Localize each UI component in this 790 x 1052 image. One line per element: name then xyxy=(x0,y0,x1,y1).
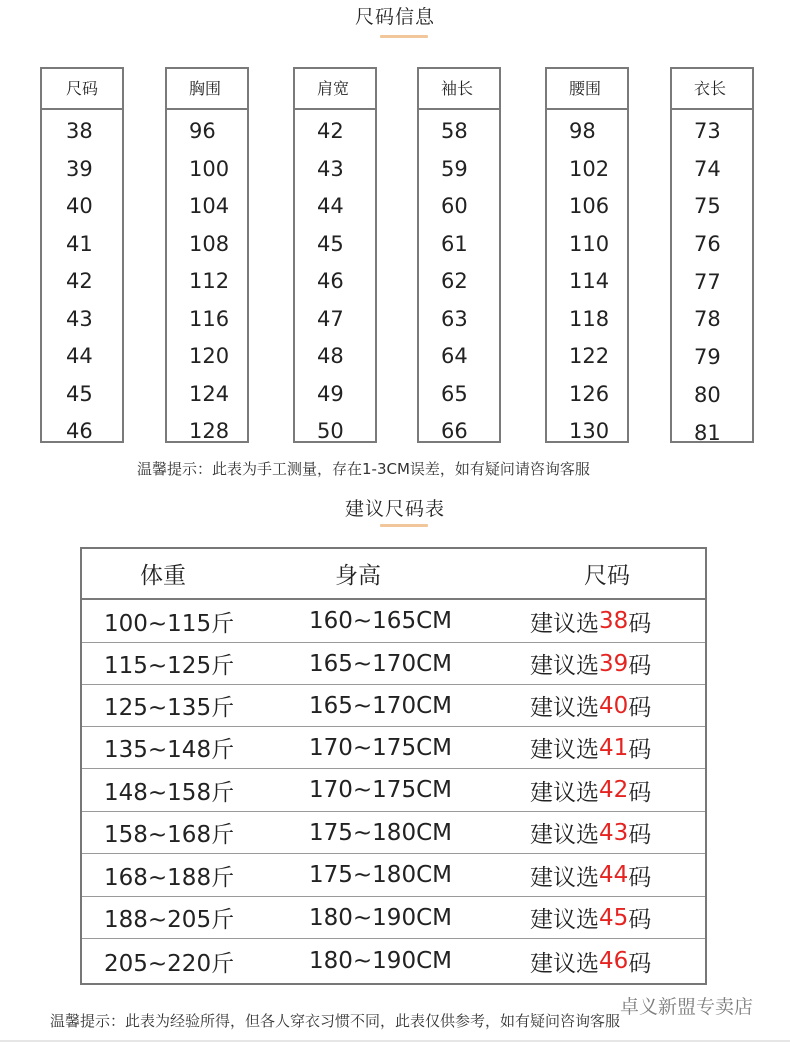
waist-value: 130 xyxy=(569,419,610,443)
table-row xyxy=(82,939,705,983)
height-cell: 170~175CM xyxy=(309,777,452,803)
chest-value: 108 xyxy=(189,231,230,256)
weight-header: 体重 xyxy=(140,563,186,589)
table-row xyxy=(82,727,705,769)
size-number: 41 xyxy=(599,734,629,761)
chest-value: 104 xyxy=(189,194,230,218)
shoulder-value: 45 xyxy=(317,231,344,256)
size-info-title: 尺码信息 xyxy=(354,6,435,28)
table-row xyxy=(82,854,705,897)
size-suffix: 码 xyxy=(628,950,652,977)
chest-value: 100 xyxy=(189,156,230,181)
size-prefix: 建议选 xyxy=(530,822,599,848)
size-number: 42 xyxy=(599,777,629,803)
sleeve-value: 64 xyxy=(441,344,468,368)
weight-cell: 168~188斤 xyxy=(104,864,235,891)
waist-value: 118 xyxy=(569,306,610,331)
size-suffix: 码 xyxy=(628,695,652,721)
measurement-note: 温馨提示：此表为手工测量，存在1-3CM误差，如有疑问请咨询客服 xyxy=(137,460,590,478)
length-value: 81 xyxy=(694,420,721,445)
size-suffix: 码 xyxy=(628,822,652,848)
chest-value: 124 xyxy=(189,381,230,406)
size-suffix: 码 xyxy=(628,653,652,679)
shoulder-value: 50 xyxy=(317,419,344,443)
size-column xyxy=(40,67,124,443)
sleeve-value: 58 xyxy=(441,119,468,143)
size-cell xyxy=(512,897,705,938)
size-number: 46 xyxy=(599,948,629,974)
size-cell xyxy=(512,685,705,726)
height-header: 身高 xyxy=(335,563,381,589)
table-row xyxy=(82,643,705,685)
size-value: 42 xyxy=(66,269,93,293)
table-row xyxy=(82,600,705,643)
length-column xyxy=(670,67,754,443)
weight-cell: 115~125斤 xyxy=(104,653,235,679)
size-info-title-underline xyxy=(380,35,428,38)
length-value: 75 xyxy=(694,194,721,219)
size-cell xyxy=(512,812,705,853)
waist-value: 98 xyxy=(569,119,596,143)
sleeve-value: 60 xyxy=(441,194,468,218)
chest-column xyxy=(165,67,249,443)
sleeve-column-header: 袖长 xyxy=(419,69,499,110)
size-cell xyxy=(512,727,705,768)
shoulder-value: 48 xyxy=(317,344,344,368)
height-cell: 175~180CM xyxy=(309,862,452,888)
waist-value: 122 xyxy=(569,344,610,368)
sleeve-column xyxy=(417,67,501,443)
bottom-divider xyxy=(0,1040,790,1042)
size-value: 39 xyxy=(66,156,93,181)
length-column-header: 衣长 xyxy=(672,69,752,110)
table-row xyxy=(82,897,705,939)
size-suffix: 码 xyxy=(628,737,652,763)
height-cell: 160~165CM xyxy=(309,608,452,634)
height-cell: 165~170CM xyxy=(309,692,452,719)
length-value: 76 xyxy=(694,232,721,257)
size-cell xyxy=(512,643,705,684)
length-value: 74 xyxy=(694,156,721,181)
sleeve-value: 62 xyxy=(441,269,468,293)
length-value: 80 xyxy=(694,382,721,407)
size-prefix: 建议选 xyxy=(530,779,599,806)
size-cell xyxy=(512,854,705,896)
waist-value: 106 xyxy=(569,194,610,218)
size-prefix: 建议选 xyxy=(530,653,599,679)
chest-column-header: 胸围 xyxy=(167,69,247,110)
size-number: 40 xyxy=(599,692,629,719)
size-value: 38 xyxy=(66,119,93,143)
size-number: 39 xyxy=(599,650,629,677)
table-row xyxy=(82,769,705,812)
height-cell: 180~190CM xyxy=(309,948,452,974)
size-value: 43 xyxy=(66,306,93,331)
size-number: 45 xyxy=(599,904,629,931)
height-cell: 170~175CM xyxy=(309,734,452,761)
shoulder-value: 43 xyxy=(317,156,344,181)
size-prefix: 建议选 xyxy=(530,695,599,721)
chest-value: 96 xyxy=(189,119,216,143)
weight-cell: 188~205斤 xyxy=(104,907,235,933)
size-suffix: 码 xyxy=(628,907,652,933)
sleeve-value: 61 xyxy=(441,231,468,256)
length-value: 77 xyxy=(694,269,721,294)
size-header: 尺码 xyxy=(584,563,630,589)
size-prefix: 建议选 xyxy=(530,610,599,637)
size-number: 43 xyxy=(599,819,629,846)
shoulder-value: 44 xyxy=(317,194,344,218)
size-value: 46 xyxy=(66,419,93,443)
table-row xyxy=(82,685,705,727)
waist-column-header: 腰围 xyxy=(547,69,627,110)
waist-value: 110 xyxy=(569,231,610,256)
shoulder-value: 42 xyxy=(317,119,344,143)
size-column-header: 尺码 xyxy=(42,69,122,110)
chest-value: 128 xyxy=(189,419,230,443)
sleeve-value: 66 xyxy=(441,419,468,443)
chest-value: 120 xyxy=(189,344,230,368)
weight-cell: 205~220斤 xyxy=(104,950,235,977)
size-number: 44 xyxy=(599,862,629,888)
weight-cell: 100~115斤 xyxy=(104,610,235,637)
size-suffix: 码 xyxy=(628,864,652,891)
shoulder-value: 46 xyxy=(317,269,344,293)
size-value: 45 xyxy=(66,381,93,406)
waist-value: 102 xyxy=(569,156,610,181)
size-prefix: 建议选 xyxy=(530,950,599,977)
sleeve-value: 63 xyxy=(441,306,468,331)
shoulder-value: 47 xyxy=(317,306,344,331)
size-cell xyxy=(512,769,705,811)
chest-value: 116 xyxy=(189,306,230,331)
height-cell: 165~170CM xyxy=(309,650,452,677)
recommend-note: 温馨提示：此表为经验所得，但各人穿衣习惯不同，此表仅供参考，如有疑问咨询客服 xyxy=(50,1012,621,1030)
size-cell xyxy=(512,939,705,983)
size-prefix: 建议选 xyxy=(530,864,599,891)
waist-value: 114 xyxy=(569,269,610,293)
waist-column xyxy=(545,67,629,443)
weight-cell: 158~168斤 xyxy=(104,822,235,848)
chest-value: 112 xyxy=(189,269,230,293)
recommend-title: 建议尺码表 xyxy=(344,498,445,520)
size-value: 40 xyxy=(66,194,93,218)
recommend-title-underline xyxy=(380,524,428,527)
size-cell xyxy=(512,600,705,642)
size-number: 38 xyxy=(599,608,629,634)
height-cell: 175~180CM xyxy=(309,819,452,846)
shop-watermark: 卓义新盟专卖店 xyxy=(620,996,754,1018)
length-value: 78 xyxy=(694,307,721,332)
size-suffix: 码 xyxy=(628,779,652,806)
weight-cell: 135~148斤 xyxy=(104,737,235,763)
table-row xyxy=(82,812,705,854)
size-prefix: 建议选 xyxy=(530,737,599,763)
length-value: 73 xyxy=(694,119,721,143)
size-prefix: 建议选 xyxy=(530,907,599,933)
sleeve-value: 59 xyxy=(441,156,468,181)
weight-cell: 125~135斤 xyxy=(104,695,235,721)
recommend-table xyxy=(80,547,707,985)
height-cell: 180~190CM xyxy=(309,904,452,931)
size-value: 41 xyxy=(66,231,93,256)
shoulder-column-header: 肩宽 xyxy=(295,69,375,110)
waist-value: 126 xyxy=(569,381,610,406)
shoulder-value: 49 xyxy=(317,381,344,406)
size-value: 44 xyxy=(66,344,93,368)
recommend-header-row xyxy=(82,549,705,600)
weight-cell: 148~158斤 xyxy=(104,779,235,806)
size-suffix: 码 xyxy=(628,610,652,637)
shoulder-column xyxy=(293,67,377,443)
sleeve-value: 65 xyxy=(441,381,468,406)
length-value: 79 xyxy=(694,345,721,370)
